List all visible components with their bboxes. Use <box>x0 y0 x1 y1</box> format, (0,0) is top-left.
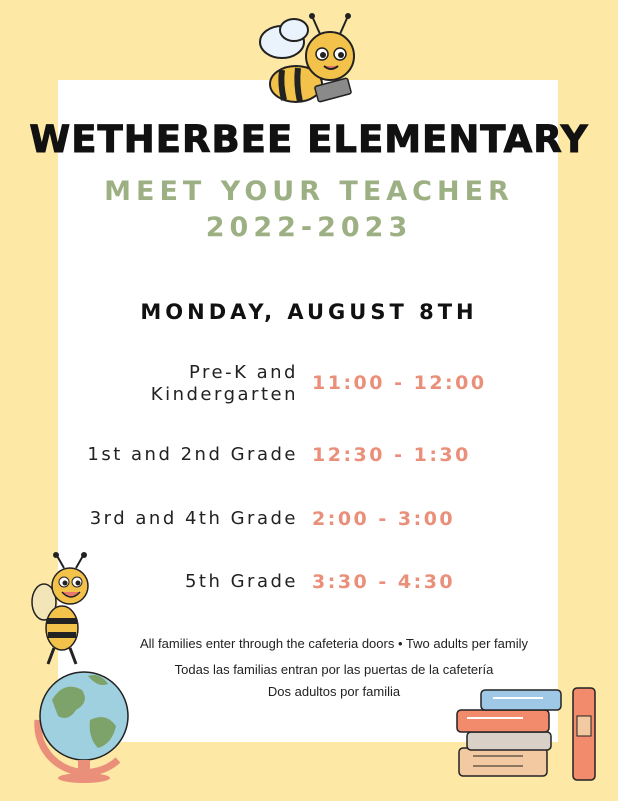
time-slot: 11:00 - 12:00 <box>312 372 487 394</box>
bee-on-globe-icon <box>30 552 100 667</box>
time-slot: 3:30 - 4:30 <box>312 571 456 593</box>
note-spanish-1: Todas las familias entran por las puertas de la cafetería <box>174 662 494 677</box>
grade-label <box>151 362 298 406</box>
grade-label: 1st and 2nd Grade <box>87 444 298 465</box>
book-stack-icon <box>453 686 603 786</box>
event-date: MONDAY, AUGUST 8TH <box>140 300 478 324</box>
school-year: 2022-2023 <box>205 212 413 243</box>
time-slot: 2:00 - 3:00 <box>312 508 456 530</box>
note-english: All families enter through the cafeteria doors • Two adults per family <box>139 636 528 651</box>
bee-with-laptop-icon <box>254 12 364 112</box>
grade-label: 3rd and 4th Grade <box>89 508 298 529</box>
note-spanish-2: Dos adultos por familia <box>267 684 401 699</box>
time-slot: 12:30 - 1:30 <box>312 444 471 466</box>
grade-label-line1: Pre-K and <box>188 362 298 383</box>
globe-icon <box>28 650 138 785</box>
school-name: WETHERBEE ELEMENTARY <box>29 118 589 161</box>
grade-label: 5th Grade <box>184 571 298 592</box>
event-title: MEET YOUR TEACHER <box>104 176 514 207</box>
grade-label-line2: Kindergarten <box>150 384 298 405</box>
